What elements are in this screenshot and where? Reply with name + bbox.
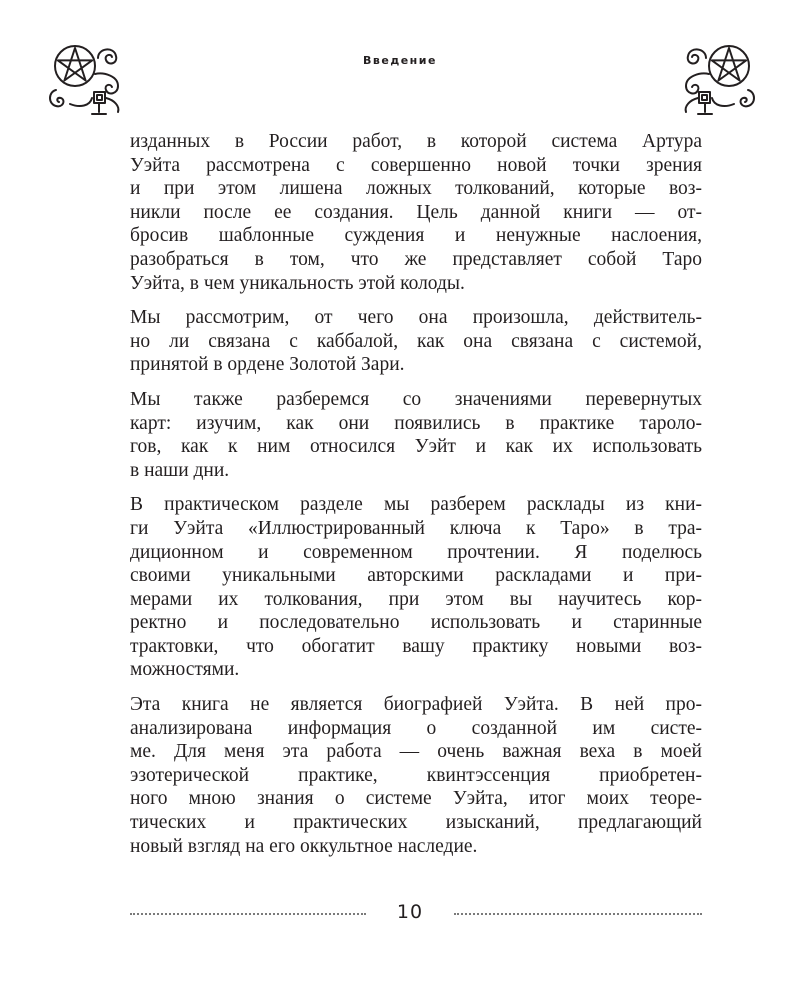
text-line: ректно и последовательно использовать и старинные — [130, 612, 702, 634]
pentacle-spiral-ornament-icon — [46, 40, 128, 116]
footer-dotted-rule-right — [454, 913, 702, 915]
text-line: Мы рассмотрим, от чего она произошла, действитель- — [130, 307, 702, 329]
text-line: карт: изучим, как они появились в практике тароло- — [130, 412, 702, 434]
text-line: разобраться в том, что же представляет собой Таро — [130, 248, 702, 270]
page-number: 10 — [396, 901, 424, 923]
text-line: в наши дни. — [130, 459, 230, 481]
body-text — [130, 130, 702, 869]
paragraph — [130, 306, 702, 377]
text-line: Эта книга не является биографией Уэйта. В ней про- — [130, 694, 702, 716]
text-line: мерами их толкования, при этом вы научитесь кор- — [130, 588, 702, 610]
text-line: изданных в России работ, в которой система Артура — [130, 131, 702, 152]
text-line: ного мною знания о системе Уэйта, итог моих теоре- — [130, 788, 702, 810]
text-line: Уэйта рассмотрена с совершенно новой точки зрения — [130, 154, 702, 176]
text-line: Мы также разберемся со значениями перевернутых — [130, 388, 702, 410]
text-line: но ли связана с каббалой, как она связана с системой, — [130, 330, 702, 352]
running-header-title: Введение — [363, 54, 437, 67]
text-line: никли после ее создания. Цель данной книги — от- — [130, 201, 702, 223]
paragraph — [130, 693, 702, 858]
text-line: тических и практических изысканий, предлагающий — [130, 812, 702, 834]
text-line: своими уникальными авторскими раскладами и при- — [130, 565, 702, 587]
paragraph — [130, 493, 702, 682]
text-line: ги Уэйта «Иллюстрированный ключа к Таро» в тра- — [130, 517, 702, 539]
text-line: принятой в ордене Золотой Зари. — [130, 354, 405, 376]
text-line: Уэйта, в чем уникальность этой колоды. — [130, 272, 465, 294]
pentacle-spiral-ornament-icon — [676, 40, 758, 116]
footer-dotted-rule-left — [130, 913, 366, 915]
text-line: гов, как к ним относился Уэйт и как их использовать — [130, 436, 702, 458]
text-line: анализирована информация о созданной им систе- — [130, 717, 702, 739]
text-line: новый взгляд на его оккультное наследие. — [130, 835, 478, 857]
text-line: ме. Для меня эта работа — очень важная веха в моей — [130, 741, 702, 763]
text-line: эзотерической практике, квинтэссенция приобретен- — [130, 764, 702, 786]
text-line: бросив шаблонные суждения и ненужные наслоения, — [130, 225, 702, 247]
text-line: трактовки, что обогатит вашу практику новыми воз- — [130, 635, 702, 657]
text-line: В практическом разделе мы разберем расклады из кни- — [130, 494, 702, 516]
text-line: диционном и современном прочтении. Я поделюсь — [130, 541, 702, 563]
text-line: и при этом лишена ложных толкований, которые воз- — [130, 178, 702, 200]
paragraph — [130, 388, 702, 482]
text-line: можностями. — [130, 659, 240, 681]
paragraph — [130, 130, 702, 295]
